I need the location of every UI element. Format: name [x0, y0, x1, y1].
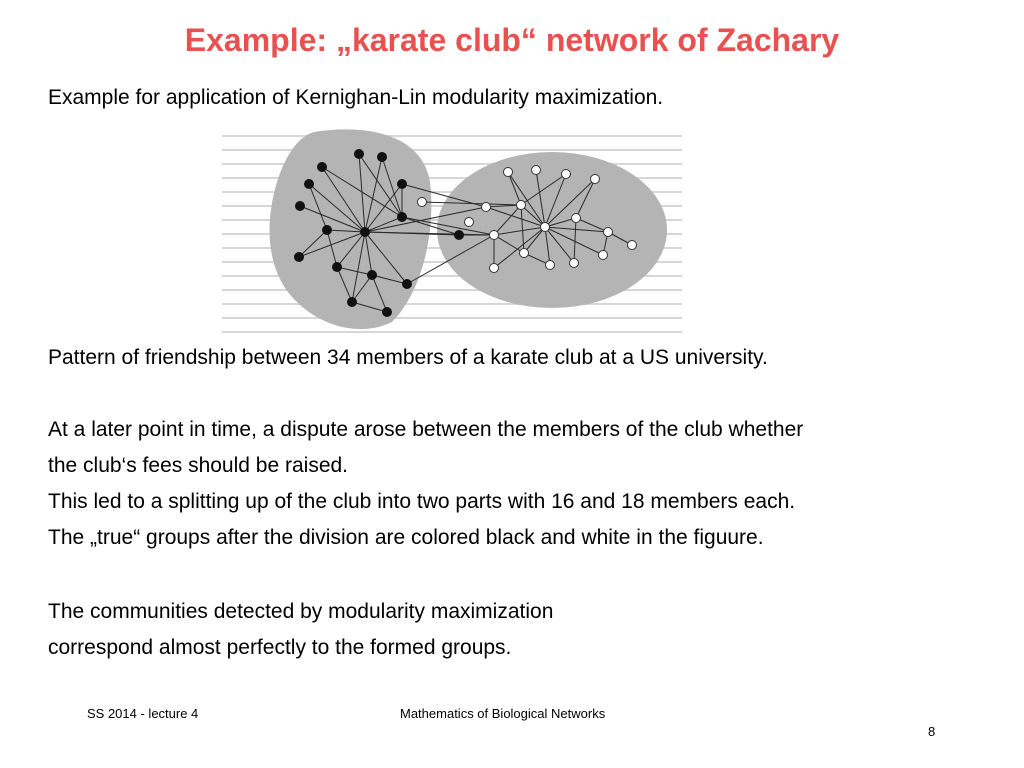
black-node — [347, 297, 357, 307]
text-line: The „true“ groups after the division are colored black and white in the figuure. — [48, 526, 764, 549]
white-node — [628, 241, 637, 250]
white-node — [490, 264, 499, 273]
paragraph-friendship — [48, 340, 768, 376]
paragraph-dispute — [48, 412, 803, 556]
footer-lecture-label: SS 2014 - lecture 4 — [87, 706, 199, 721]
black-node — [332, 262, 342, 272]
black-node — [304, 179, 314, 189]
network-graph — [222, 122, 682, 337]
text-line: correspond almost perfectly to the formed groups. — [48, 636, 512, 659]
page-number: 8 — [928, 724, 936, 739]
text-line: The communities detected by modularity maximization — [48, 600, 554, 623]
white-node — [517, 201, 526, 210]
black-node — [454, 230, 464, 240]
black-node — [377, 152, 387, 162]
black-node — [354, 149, 364, 159]
footer-course-title: Mathematics of Biological Networks — [400, 706, 606, 721]
text-line: At a later point in time, a dispute arose between the members of the club whether — [48, 418, 804, 441]
black-node — [360, 227, 370, 237]
slide-title: Example: „karate club“ network of Zachary — [184, 22, 840, 58]
white-node — [562, 170, 571, 179]
black-node — [294, 252, 304, 262]
white-node — [541, 223, 550, 232]
text-line: This led to a splitting up of the club into two parts with 16 and 18 members each. — [48, 490, 796, 513]
white-node — [532, 166, 541, 175]
white-node — [546, 261, 555, 270]
white-node — [591, 175, 600, 184]
black-node — [402, 279, 412, 289]
black-node — [397, 212, 407, 222]
white-node — [520, 249, 529, 258]
white-node — [604, 228, 613, 237]
slide-subtitle: Example for application of Kernighan-Lin modularity maximization. — [48, 86, 664, 109]
black-node — [295, 201, 305, 211]
black-node — [397, 179, 407, 189]
karate-club-network-figure — [222, 122, 682, 337]
white-node — [465, 218, 474, 227]
text-line: the club‘s fees should be raised. — [48, 454, 349, 477]
black-node — [382, 307, 392, 317]
white-node — [570, 259, 579, 268]
white-node — [418, 198, 427, 207]
text-line: Pattern of friendship between 34 members of a karate club at a US university. — [48, 346, 768, 369]
black-node — [322, 225, 332, 235]
white-node — [572, 214, 581, 223]
black-node — [317, 162, 327, 172]
white-node — [504, 168, 513, 177]
white-node — [490, 231, 499, 240]
paragraph-conclusion — [48, 594, 553, 666]
white-node — [599, 251, 608, 260]
black-node — [367, 270, 377, 280]
white-node — [482, 203, 491, 212]
